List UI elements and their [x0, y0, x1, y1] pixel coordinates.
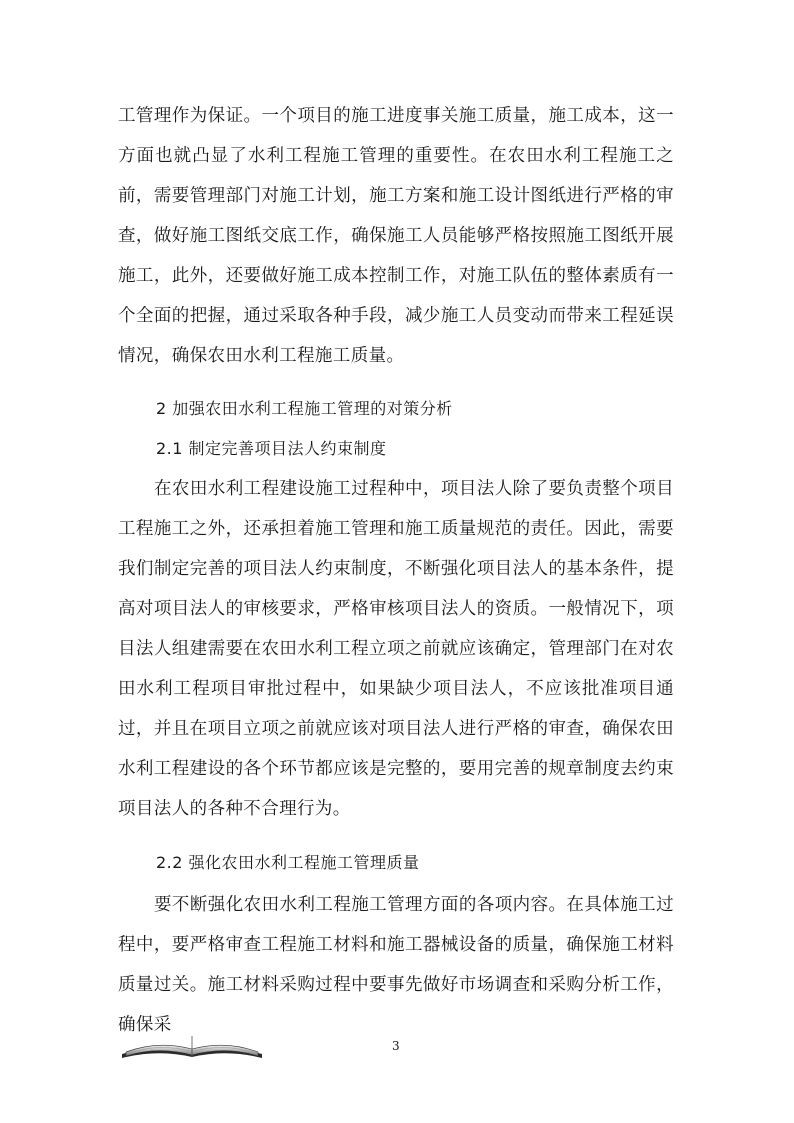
- body-paragraph: 在农田水利工程建设施工过程种中，项目法人除了要负责整个项目工程施工之外，还承担着施工管理和施工质量规范的责任。因此，需要我们制定完善的项目法人约束制度，不断强化项目法人的基本条件，提高对项目法人的审核要求，严格审核项目法人的资质。一般情况下，项目法人组建需要在农田水利工程立项之前就应该确定，管理部门在对农田水利工程项目审批过程中，如果缺少项目法人，不应该批准项目通过，并且在项目立项之前就应该对项目法人进行严格的审查，确保农田水利工程建设的各个环节都应该是完整的，要用完善的规章制度去约束项目法人的各种不合理行为。: [118, 479, 674, 819]
- subsection-heading: 2.1 制定完善项目法人约束制度: [156, 439, 387, 458]
- page-number: 3: [392, 1039, 400, 1053]
- body-paragraph: 工管理作为保证。一个项目的施工进度事关施工质量，施工成本，这一方面也就凸显了水利工程施工管理的重要性。在农田水利工程施工之前，需要管理部门对施工计划，施工方案和施工设计图纸进行严格的审查，做好施工图纸交底工作，确保施工人员能够严格按照施工图纸开展施工，此外，还要做好施工成本控制工作，对施工队伍的整体素质有一个全面的把握，通过采取各种手段，减少施工人员变动而带来工程延误情况，确保农田水利工程施工质量。: [118, 106, 674, 366]
- open-book-icon: [118, 1030, 266, 1064]
- section-heading: 2 加强农田水利工程施工管理的对策分析: [156, 399, 453, 418]
- body-paragraph: 要不断强化农田水利工程施工管理方面的各项内容。在具体施工过程中，要严格审查工程施工材料和施工器械设备的质量，确保施工材料质量过关。施工材料采购过程中要事先做好市场调查和采购分析工作，确保采: [118, 895, 674, 1035]
- subsection-heading: 2.2 强化农田水利工程施工管理质量: [156, 853, 420, 872]
